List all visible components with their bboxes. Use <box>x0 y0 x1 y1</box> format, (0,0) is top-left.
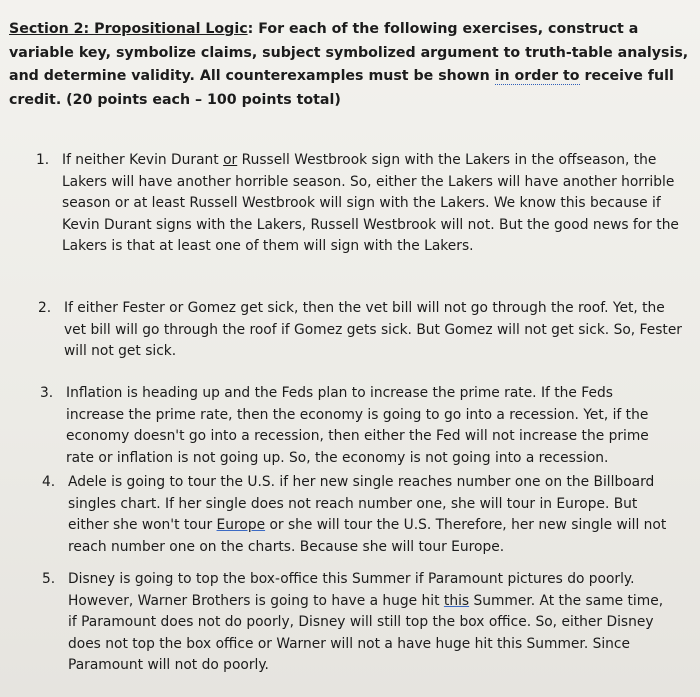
section-intro-part1: : For each of the following exercises, construct a variable key, symbolize claims, subject symbolized argument to truth-table analysis, and determine validity. All counterexamples must be shown <box>9 21 689 84</box>
section-title: Section 2: Propositional Logic <box>9 21 248 37</box>
section-header <box>9 18 691 112</box>
exercise-4 <box>42 472 668 558</box>
exercise-text: Inflation is heading up and the Feds plan to increase the prime rate. If the Feds increase the prime rate, then the economy is going to go into a recession. Yet, if the economy doesn't go into a recession, then either the Fed will not increase the prime rate or inflation is not going up. So, the economy is not going into a recession. <box>66 385 649 466</box>
exercise-text: If either Fester or Gomez get sick, then the vet bill will not go through the roof. Yet, the vet bill will go through the roof if Gomez gets sick. But Gomez will not get sick. So, Fester will not get sick. <box>64 300 682 359</box>
exercise-number: 4. <box>42 474 56 490</box>
exercise-emphasis: Europe <box>216 517 266 533</box>
exercise-number: 2. <box>38 300 52 316</box>
exercise-number: 5. <box>42 571 56 587</box>
section-intro-emphasis: in order to <box>494 68 580 84</box>
exercise-2 <box>38 298 684 363</box>
section-intro-part2: receive full credit. (20 points each – 100 points total) <box>9 68 674 108</box>
exercise-text: Disney is going to top the box-office this Summer if Paramount pictures do poorly. However, Warner Brothers is going to have a huge hit this Summer. At the same time, if Paramount does not do poorly, Disney will still top the box office. So, either Disney does not top the box office or Warner will not a have huge hit this Summer. Since Paramount will not do poorly. <box>68 571 664 673</box>
exercise-text: Adele is going to tour the U.S. if her new single reaches number one on the Billboard singles chart. If her single does not reach number one, she will tour in Europe. But either she won't tour Europe or she will tour the U.S. Therefore, her new single will not reach number one on the charts. Because she will tour Europe. <box>68 474 667 555</box>
exercise-5 <box>42 569 668 677</box>
exercise-text: If neither Kevin Durant or Russell Westbrook sign with the Lakers in the offseason, the Lakers will have another horrible season. So, either the Lakers will have another horrible season or at least Russell Westbrook will sign with the Lakers. We know this because if Kevin Durant signs with the Lakers, Russell Westbrook will not. But the good news for the Lakers is that at least one of them will sign with the Lakers. <box>62 152 679 254</box>
exercise-emphasis: this <box>443 592 470 609</box>
exercise-number: 3. <box>40 385 54 401</box>
exercise-number: 1. <box>36 152 50 168</box>
exercise-emphasis: or <box>223 152 238 168</box>
exercise-3 <box>40 383 672 469</box>
exercise-1 <box>36 150 690 258</box>
